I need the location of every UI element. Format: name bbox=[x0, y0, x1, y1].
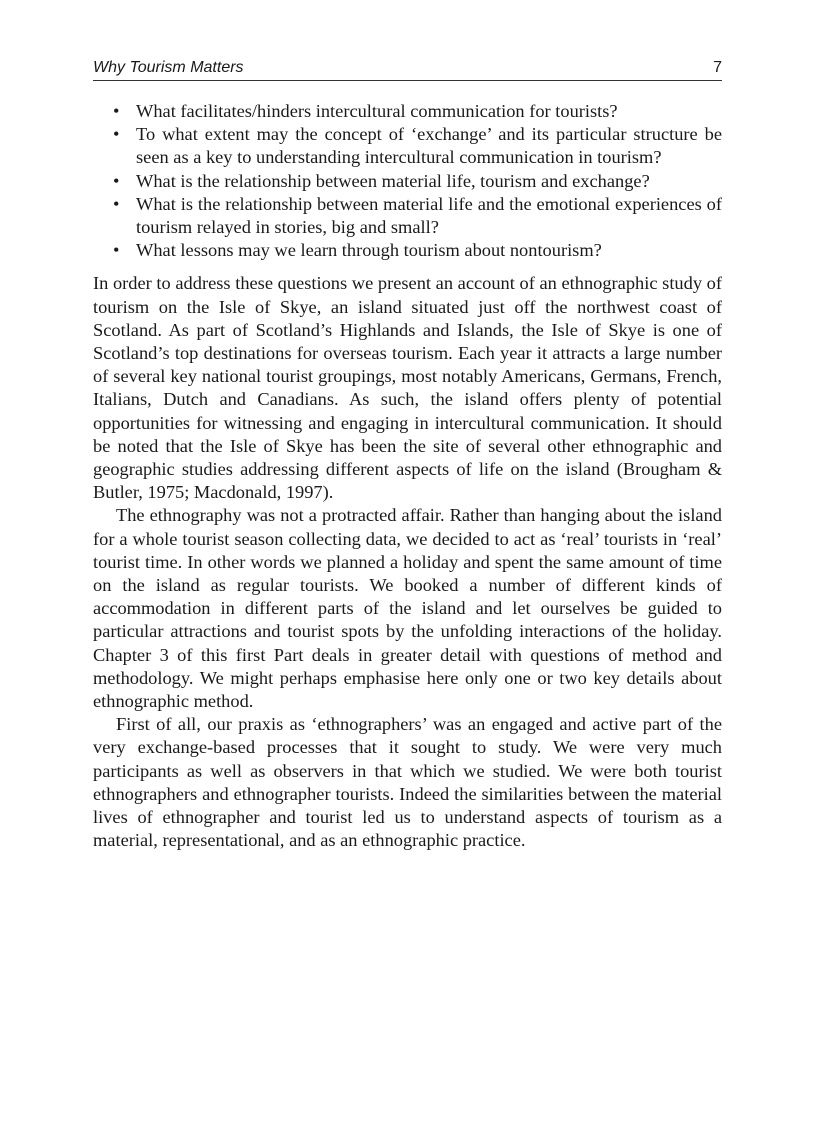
page-body bbox=[93, 100, 722, 853]
running-title: Why Tourism Matters bbox=[93, 59, 244, 76]
running-head bbox=[93, 58, 722, 81]
list-item-text: What is the relationship between material life and the emotional experiences of tourism relayed in stories, big and small? bbox=[136, 193, 722, 238]
page-number: 7 bbox=[713, 59, 722, 76]
bullet-icon: • bbox=[113, 124, 120, 145]
question-list bbox=[93, 100, 722, 262]
list-item bbox=[113, 170, 722, 193]
bullet-icon: • bbox=[113, 240, 120, 261]
bullet-icon: • bbox=[113, 170, 120, 191]
list-item bbox=[113, 239, 722, 262]
paragraph-isle-of-skye: In order to address these questions we present an account of an ethnographic study of tourism on the Isle of Skye, an island situated just off the northwest coast of Scotland. As part of Scotland’s Highlands and Islands, the Isle of Skye is one of Scotland’s top destinations for overseas tourism. Each year it attracts a large number of several key national tourist groupings, most notably Americans, Germans, French, Italians, Dutch and Canadians. As such, the island offers plenty of potential opportunities for witnessing and engaging in intercultural communication. It should be noted that the Isle of Skye has been the site of several other ethnographic and geographic studies addressing different aspects of life on the island (Brougham & Butler, 1975; Macdonald, 1997). bbox=[93, 273, 722, 503]
paragraph-ethnography: The ethnography was not a protracted affair. Rather than hanging about the island for a whole tourist season collecting data, we decided to act as ‘real’ tourists in ‘real’ tourist time. In other words we planned a holiday and spent the same amount of time on the island as regular tourists. We booked a number of different kinds of accommodation in different parts of the island and let ourselves be guided to particular attractions and tourist spots by the unfolding interactions of the holiday. Chapter 3 of this first Part deals in greater detail with questions of method and methodology. We might perhaps emphasise here only one or two key details about ethnographic method. bbox=[93, 505, 722, 712]
list-item bbox=[113, 123, 722, 169]
list-item-text: What lessons may we learn through tourism about nontourism? bbox=[136, 240, 602, 261]
list-item bbox=[113, 193, 722, 239]
bullet-icon: • bbox=[113, 101, 120, 121]
list-item-text: To what extent may the concept of ‘exchange’ and its particular structure be seen as a key to understanding intercultural communication in tourism? bbox=[136, 124, 722, 168]
list-item-text: What facilitates/hinders intercultural communication for tourists? bbox=[136, 101, 618, 121]
list-item-text: What is the relationship between material life, tourism and exchange? bbox=[136, 170, 650, 191]
list-item bbox=[113, 100, 722, 123]
bullet-icon: • bbox=[113, 193, 120, 214]
book-page bbox=[93, 58, 722, 853]
paragraph-praxis: First of all, our praxis as ‘ethnographers’ was an engaged and active part of the very exchange-based processes that it sought to study. We were very much participants as well as observers in that which we studied. We were both tourist ethnographers and ethnographer tourists. Indeed the similarities between the material lives of ethnographer and tourist led us to understand aspects of tourism as a material, representational, and as an ethnographic practice. bbox=[93, 714, 722, 851]
